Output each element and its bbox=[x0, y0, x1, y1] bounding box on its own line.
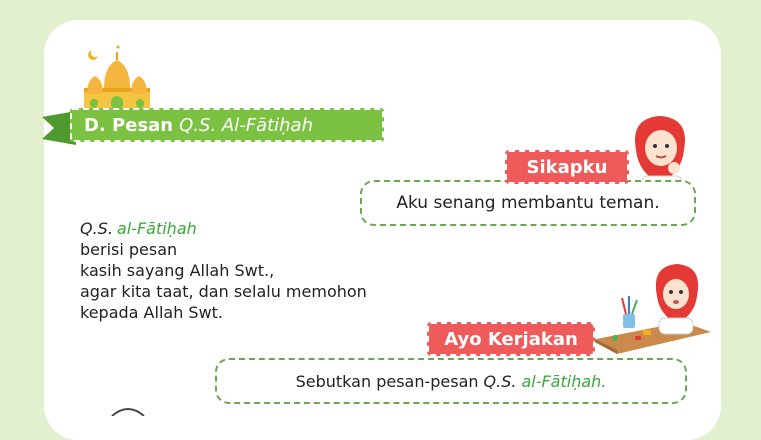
girl-thinking-illustration bbox=[628, 110, 692, 190]
message-line-1: berisi pesan bbox=[80, 240, 178, 259]
girl-crafting-illustration bbox=[587, 262, 711, 354]
section-title-prefix: D. Pesan bbox=[84, 114, 174, 136]
mosque-icon bbox=[78, 44, 156, 112]
partial-icon-arc bbox=[108, 404, 148, 416]
surah-reference-line bbox=[80, 218, 367, 239]
ayo-kerjakan-tag-label: Ayo Kerjakan bbox=[444, 328, 578, 350]
sikapku-tag-label: Sikapku bbox=[526, 156, 608, 178]
section-title-banner bbox=[70, 108, 384, 142]
instruction-surah: al-Fātiḥah. bbox=[521, 371, 607, 391]
sikapku-statement-box bbox=[360, 180, 696, 226]
instruction-qs: Q.S. bbox=[483, 371, 517, 391]
message-line-2: kasih sayang Allah Swt., bbox=[80, 261, 275, 280]
message-paragraph bbox=[80, 218, 367, 323]
message-line-4: kepada Allah Swt. bbox=[80, 303, 224, 322]
sikapku-statement: Aku senang membantu teman. bbox=[396, 193, 660, 213]
sikapku-tag bbox=[505, 150, 629, 184]
message-line-3: agar kita taat, dan selalu memohon bbox=[80, 282, 367, 301]
instruction-prefix: Sebutkan pesan-pesan bbox=[295, 371, 479, 391]
qs-abbrev: Q.S. bbox=[80, 219, 113, 238]
surah-name: al-Fātiḥah bbox=[116, 219, 197, 238]
section-title-surah: Q.S. Al-Fātiḥah bbox=[179, 114, 313, 136]
ayo-kerjakan-tag bbox=[427, 322, 595, 356]
ayo-kerjakan-instruction-box bbox=[215, 358, 687, 404]
